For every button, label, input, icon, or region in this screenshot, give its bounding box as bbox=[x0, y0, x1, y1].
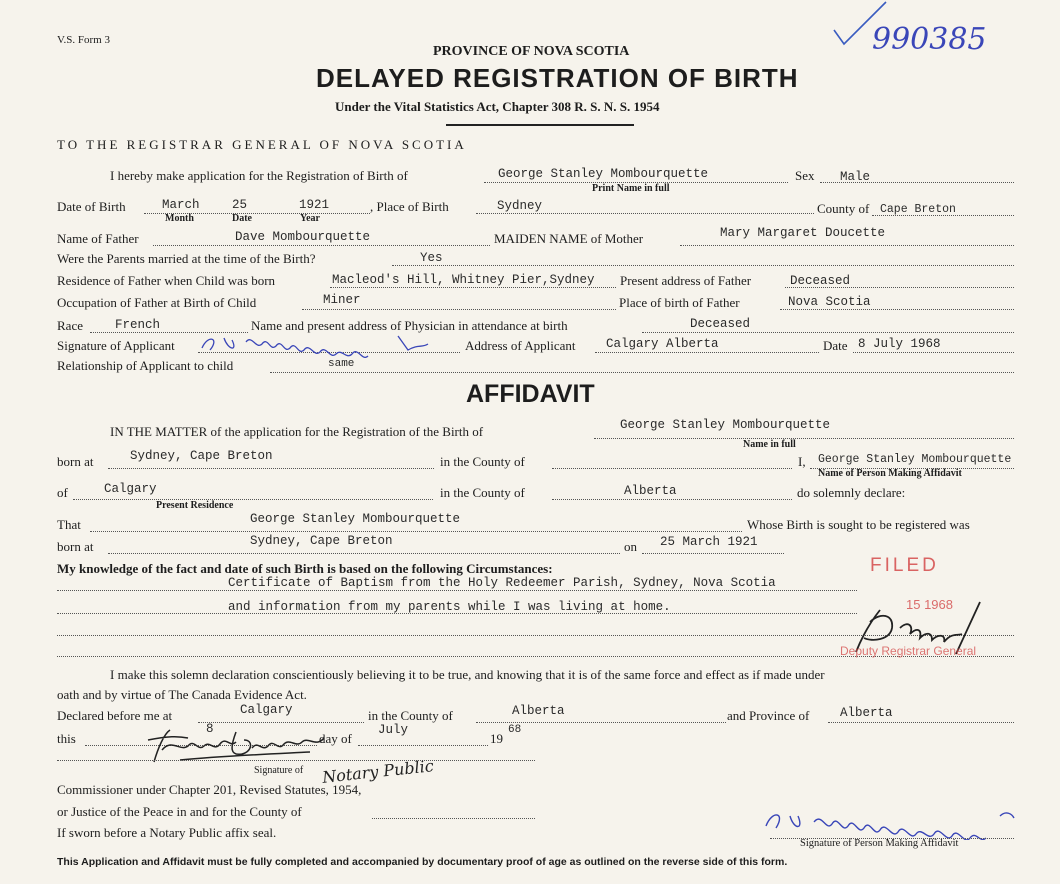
sworn-label: If sworn before a Notary Public affix seal. bbox=[57, 825, 277, 840]
residence-value: Macleod's Hill, Whitney Pier,Sydney bbox=[332, 273, 595, 287]
month-caption: Month bbox=[165, 213, 194, 224]
year-suffix: 68 bbox=[508, 724, 522, 736]
declared-province: Alberta bbox=[840, 706, 893, 720]
notary-text: Notary Public bbox=[321, 756, 435, 787]
affiant-name: George Stanley Mombourquette bbox=[818, 453, 1012, 466]
applicant-address-label: Address of Applicant bbox=[465, 338, 576, 353]
matter-name: George Stanley Mombourquette bbox=[620, 418, 831, 432]
circumstance-1: Certificate of Baptism from the Holy Redeemer Parish, Sydney, Nova Scotia bbox=[228, 576, 776, 590]
declared-at: Calgary bbox=[240, 703, 293, 717]
county-value: Cape Breton bbox=[880, 203, 956, 216]
applicant-address-value: Calgary Alberta bbox=[606, 337, 719, 351]
race-value: French bbox=[115, 318, 161, 332]
on-date: 25 March 1921 bbox=[660, 535, 758, 549]
residence-label: Residence of Father when Child was born bbox=[57, 273, 276, 288]
year-prefix: 19 bbox=[490, 731, 503, 746]
married-label: Were the Parents married at the time of the Birth? bbox=[57, 251, 316, 266]
present-residence-caption: Present Residence bbox=[156, 500, 234, 511]
father-value: Dave Mombourquette bbox=[235, 230, 371, 244]
declared-label: Declared before me at bbox=[57, 708, 173, 723]
justice-label: or Justice of the Peace in and for the County of bbox=[57, 804, 302, 819]
born-at2-value: Sydney, Cape Breton bbox=[250, 534, 393, 548]
commissioner-signature bbox=[140, 726, 350, 770]
dob-date: 25 bbox=[232, 198, 248, 212]
circumstance-2: and information from my parents while I was living at home. bbox=[228, 600, 671, 614]
date-value: 8 July 1968 bbox=[858, 337, 941, 351]
filed-stamp: FILED bbox=[870, 555, 939, 576]
day-of-label: day of bbox=[319, 731, 352, 746]
to-line: TO THE REGISTRAR GENERAL OF NOVA SCOTIA bbox=[57, 137, 467, 152]
stamp-date: 15 1968 bbox=[906, 597, 953, 612]
commissioner-label: Commissioner under Chapter 201, Revised Statutes, 1954, bbox=[57, 782, 362, 797]
born-at-label: born at bbox=[57, 454, 94, 469]
born-at2-label: born at bbox=[57, 539, 94, 554]
place-label: , Place of Birth bbox=[370, 199, 449, 214]
province-heading: PROVINCE OF NOVA SCOTIA bbox=[433, 44, 630, 59]
declare-label: do solemnly declare: bbox=[797, 485, 906, 500]
child-name: George Stanley Mombourquette bbox=[498, 167, 709, 181]
county-label: County of bbox=[817, 201, 870, 216]
form-subtitle: Under the Vital Statistics Act, Chapter 308 R. S. N. S. 1954 bbox=[335, 99, 660, 114]
declaration-line-2: oath and by virtue of The Canada Evidence Act. bbox=[57, 687, 307, 702]
sex-label: Sex bbox=[795, 168, 815, 183]
file-number: 990385 bbox=[872, 22, 987, 57]
footer-note: This Application and Affidavit must be fully completed and accompanied by documentary proof of age as outlined on the reverse side of this form. bbox=[57, 856, 788, 868]
relationship-value: same bbox=[328, 358, 355, 370]
occupation-value: Miner bbox=[323, 293, 361, 307]
this-label: this bbox=[57, 731, 76, 746]
name-in-full-caption: Name in full bbox=[743, 439, 796, 450]
intro-label: I hereby make application for the Registration of Birth of bbox=[110, 168, 408, 183]
affiant-caption: Name of Person Making Affidavit bbox=[818, 468, 962, 479]
physician-label: Name and present address of Physician in attendance at birth bbox=[251, 318, 568, 333]
of-county-label: in the County of bbox=[440, 485, 525, 500]
whose-label: Whose Birth is sought to be registered was bbox=[747, 517, 970, 532]
of-value: Calgary bbox=[104, 482, 157, 496]
father-label: Name of Father bbox=[57, 231, 139, 246]
knowledge-label: My knowledge of the fact and date of such Birth is based on the following Circumstances: bbox=[57, 561, 553, 576]
declaration-line-1: I make this solemn declaration conscientiously believing it to be true, and knowing that it is of the same force and effect as if made under bbox=[110, 667, 825, 682]
dob-label: Date of Birth bbox=[57, 199, 126, 214]
dob-month: March bbox=[162, 198, 200, 212]
signature-label: Signature of Applicant bbox=[57, 338, 175, 353]
print-name-caption: Print Name in full bbox=[592, 183, 670, 194]
physician-value: Deceased bbox=[690, 317, 751, 331]
title-rule bbox=[446, 124, 634, 126]
year-caption: Year bbox=[300, 213, 320, 224]
declared-county-label: in the County of bbox=[368, 708, 453, 723]
declared-county: Alberta bbox=[512, 704, 565, 718]
affiant-signature bbox=[760, 804, 1022, 840]
father-birthplace-label: Place of birth of Father bbox=[619, 295, 740, 310]
race-label: Race bbox=[57, 318, 83, 333]
form-title: DELAYED REGISTRATION OF BIRTH bbox=[316, 63, 799, 93]
dob-year: 1921 bbox=[299, 198, 330, 212]
present-address-label: Present address of Father bbox=[620, 273, 752, 288]
in-county-label: in the County of bbox=[440, 454, 525, 469]
occupation-label: Occupation of Father at Birth of Child bbox=[57, 295, 257, 310]
on-label: on bbox=[624, 539, 637, 554]
mother-value: Mary Margaret Doucette bbox=[720, 226, 886, 240]
affiant-signature-caption: Signature of Person Making Affidavit bbox=[800, 838, 959, 849]
sex-value: Male bbox=[840, 170, 871, 184]
matter-label: IN THE MATTER of the application for the Registration of the Birth of bbox=[110, 424, 484, 439]
signature-of-caption: Signature of bbox=[254, 765, 304, 776]
that-name: George Stanley Mombourquette bbox=[250, 512, 461, 526]
of-county-value: Alberta bbox=[624, 484, 677, 498]
this-day: 8 bbox=[206, 722, 214, 736]
month-value: July bbox=[378, 723, 409, 737]
form-number: V.S. Form 3 bbox=[57, 34, 110, 46]
province-label: and Province of bbox=[727, 708, 810, 723]
date-label: Date bbox=[823, 338, 848, 353]
that-label: That bbox=[57, 517, 81, 532]
place-value: Sydney bbox=[497, 199, 543, 213]
date-caption: Date bbox=[232, 213, 252, 224]
of-label: of bbox=[57, 485, 68, 500]
present-address-value: Deceased bbox=[790, 274, 851, 288]
relationship-label: Relationship of Applicant to child bbox=[57, 358, 234, 373]
married-value: Yes bbox=[420, 251, 443, 265]
born-at-value: Sydney, Cape Breton bbox=[130, 449, 273, 463]
father-birthplace-value: Nova Scotia bbox=[788, 295, 871, 309]
affidavit-heading: AFFIDAVIT bbox=[466, 380, 595, 408]
i-label: I, bbox=[798, 454, 806, 469]
stamp-caption: Deputy Registrar General bbox=[840, 644, 977, 658]
mother-label: MAIDEN NAME of Mother bbox=[494, 231, 644, 246]
applicant-signature bbox=[198, 330, 438, 358]
